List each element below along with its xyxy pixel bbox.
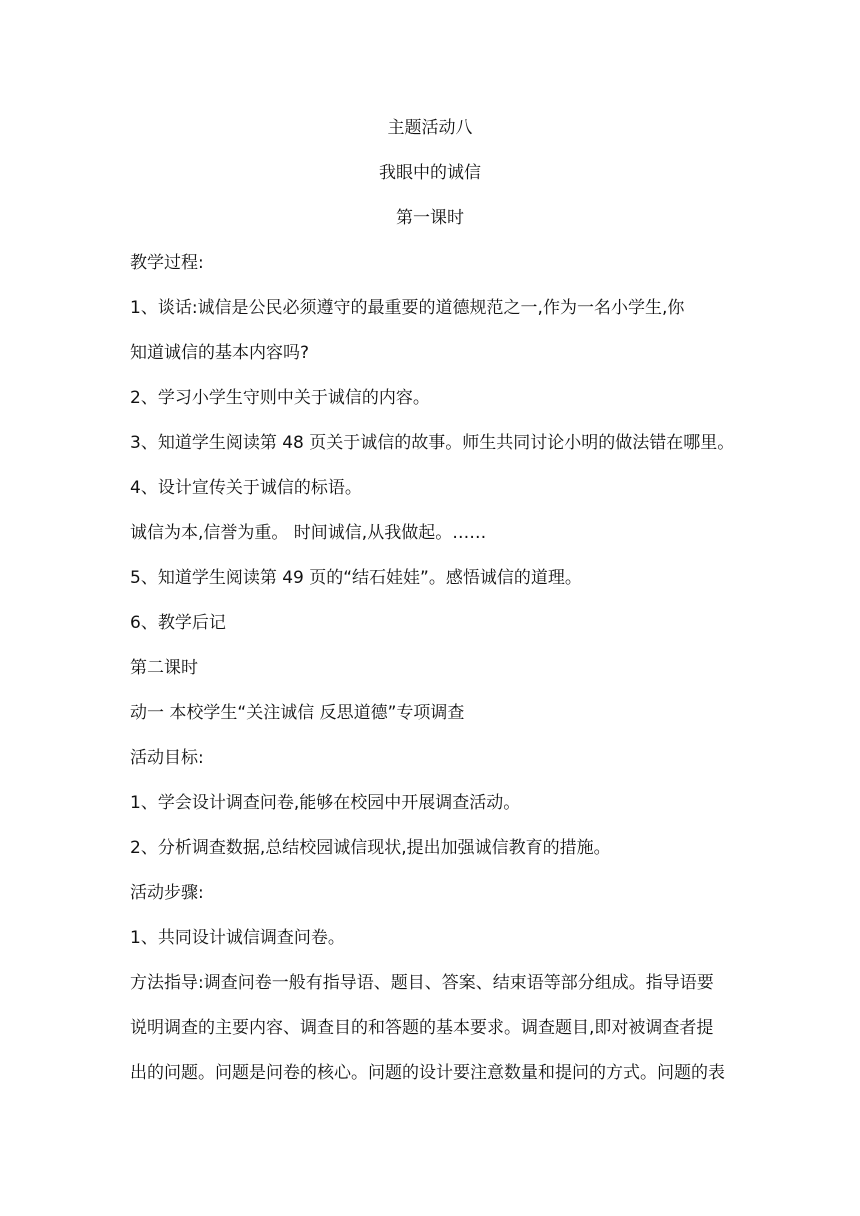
document-title: 主题活动八 [387,118,473,138]
goals-label: 活动目标: [130,748,204,768]
method-line-3: 出的问题。问题是问卷的核心。问题的设计要注意数量和提问的方式。问题的表 [130,1063,725,1083]
steps-label: 活动步骤: [130,883,204,903]
step-2: 2、学习小学生守则中关于诚信的内容。 [130,388,430,408]
document-subtitle: 我眼中的诚信 [379,163,481,183]
activity-1-title: 动一 本校学生“关注诚信 反思道德”专项调查 [130,703,465,723]
step-5: 5、知道学生阅读第 49 页的“结石娃娃”。感悟诚信的道理。 [130,568,582,588]
step-6: 6、教学后记 [130,613,226,633]
goal-1: 1、学会设计调查问卷,能够在校园中开展调查活动。 [130,793,521,813]
teaching-process-label: 教学过程: [130,253,204,273]
step-4: 4、设计宣传关于诚信的标语。 [130,478,362,498]
slogans: 诚信为本,信誉为重。 时间诚信,从我做起。…… [130,523,487,543]
lesson-2-heading: 第二课时 [130,658,198,678]
step-3: 3、知道学生阅读第 48 页关于诚信的故事。师生共同讨论小明的做法错在哪里。 [130,433,735,453]
activity-step-1: 1、共同设计诚信调查问卷。 [130,928,345,948]
method-line-1: 方法指导:调查问卷一般有指导语、题目、答案、结束语等部分组成。指导语要 [130,973,714,993]
goal-2: 2、分析调查数据,总结校园诚信现状,提出加强诚信教育的措施。 [130,838,611,858]
lesson-1-heading: 第一课时 [396,208,464,228]
step-1-line-2: 知道诚信的基本内容吗? [130,343,310,363]
method-line-2: 说明调查的主要内容、调查目的和答题的基本要求。调查题目,即对被调查者提 [130,1018,714,1038]
step-1-line-1: 1、谈话:诚信是公民必须遵守的最重要的道德规范之一,作为一名小学生,你 [130,298,685,318]
